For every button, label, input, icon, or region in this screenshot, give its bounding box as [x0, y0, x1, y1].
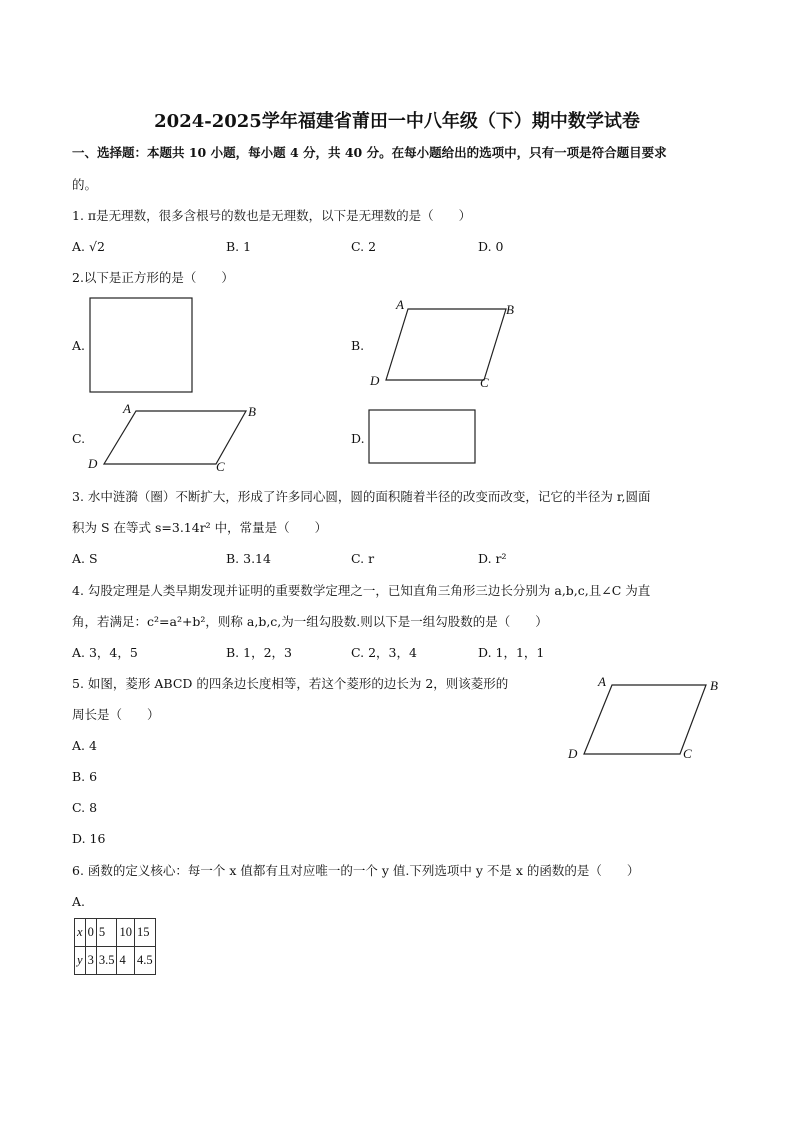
q2-option-d: D.	[351, 431, 365, 446]
q3-option-d: D. r²	[478, 551, 507, 566]
q1-option-c: C. 2	[351, 239, 377, 254]
vertex-label-d: D	[370, 373, 380, 388]
vertex-label-d: D	[88, 456, 98, 471]
exam-title: 2024-2025学年福建省莆田一中八年级（下）期中数学试卷	[154, 111, 640, 132]
table-row-y	[75, 947, 156, 975]
vertex-label-a: A	[123, 401, 131, 416]
table-cell: 4	[117, 947, 135, 975]
q5-line1: 5. 如图，菱形 ABCD 的四条边长度相等，若这个菱形的边长为 2，则该菱形的	[72, 676, 509, 691]
table-cell: 15	[134, 919, 155, 947]
vertex-label-b: B	[506, 302, 514, 317]
q5-option-a: A. 4	[72, 738, 97, 753]
table-cell: 3	[85, 947, 96, 975]
q1-option-d: D. 0	[478, 239, 504, 254]
table-cell: 3.5	[96, 947, 117, 975]
table-row-x	[75, 919, 156, 947]
q2-parallelogram-c-figure	[86, 400, 266, 476]
q2-rectangle-figure	[366, 407, 480, 467]
q3-option-b: B. 3.14	[226, 551, 271, 566]
q4-option-a: A. 3，4，5	[72, 645, 138, 660]
q2-option-b: B.	[351, 338, 365, 353]
q4-option-b: B. 1，2，3	[226, 645, 292, 660]
q4-option-d: D. 1，1，1	[478, 645, 545, 660]
q1-option-b: B. 1	[226, 239, 252, 254]
q5-option-b: B. 6	[72, 769, 98, 784]
q2-stem: 2.以下是正方形的是（ ）	[72, 270, 234, 285]
vertex-label-c: C	[216, 459, 225, 474]
section-header-line2: 的。	[72, 177, 98, 192]
q6-stem: 6. 函数的定义核心：每一个 x 值都有且对应唯一的一个 y 值.下列选项中 y 不是 x 的函数的是（ ）	[72, 863, 640, 878]
q5-option-c: C. 8	[72, 800, 98, 815]
q2-option-c: C.	[72, 431, 86, 446]
q2-option-a: A.	[72, 338, 86, 353]
q5-rhombus-figure	[562, 670, 732, 765]
vertex-label-a: A	[396, 297, 404, 312]
q3-line1: 3. 水中涟漪（圈）不断扩大，形成了许多同心圆，圆的面积随着半径的改变而改变，记它的半径为 r,圆面	[72, 489, 651, 504]
vertex-label-d: D	[568, 746, 578, 761]
q6-function-table	[74, 918, 156, 975]
q4-line1: 4. 勾股定理是人类早期发现并证明的重要数学定理之一，已知直角三角形三边长分别为 a,b,c,且∠C 为直	[72, 583, 651, 598]
vertex-label-c: C	[683, 746, 692, 761]
q3-option-c: C. r	[351, 551, 375, 566]
table-cell: 5	[96, 919, 117, 947]
q4-option-c: C. 2，3，4	[351, 645, 417, 660]
table-cell: 4.5	[134, 947, 155, 975]
table-cell: 10	[117, 919, 135, 947]
vertex-label-c: C	[480, 375, 489, 390]
q3-line2: 积为 S 在等式 s=3.14r² 中，常量是（ ）	[72, 520, 328, 535]
table-cell: 0	[85, 919, 96, 947]
q5-line2: 周长是（ ）	[72, 707, 160, 722]
vertex-label-a: A	[598, 674, 606, 689]
q2-square-figure	[86, 295, 198, 397]
q3-option-a: A. S	[72, 551, 98, 566]
q6-option-a: A.	[72, 894, 86, 909]
table-cell: y	[75, 947, 86, 975]
section-header-line1: 一、选择题：本题共 10 小题，每小题 4 分，共 40 分。在每小题给出的选项中，只有一项是符合题目要求	[72, 145, 667, 160]
q5-option-d: D. 16	[72, 831, 106, 846]
vertex-label-b: B	[710, 678, 718, 693]
vertex-label-b: B	[248, 404, 256, 419]
q2-parallelogram-b-figure	[364, 296, 524, 392]
q1-stem: 1. π是无理数，很多含根号的数也是无理数，以下是无理数的是（ ）	[72, 208, 472, 223]
q1-option-a: A. √2	[72, 239, 105, 254]
q4-line2: 角，若满足：c²=a²+b²，则称 a,b,c,为一组勾股数.则以下是一组勾股数的是（ ）	[72, 614, 548, 629]
table-cell: x	[75, 919, 86, 947]
